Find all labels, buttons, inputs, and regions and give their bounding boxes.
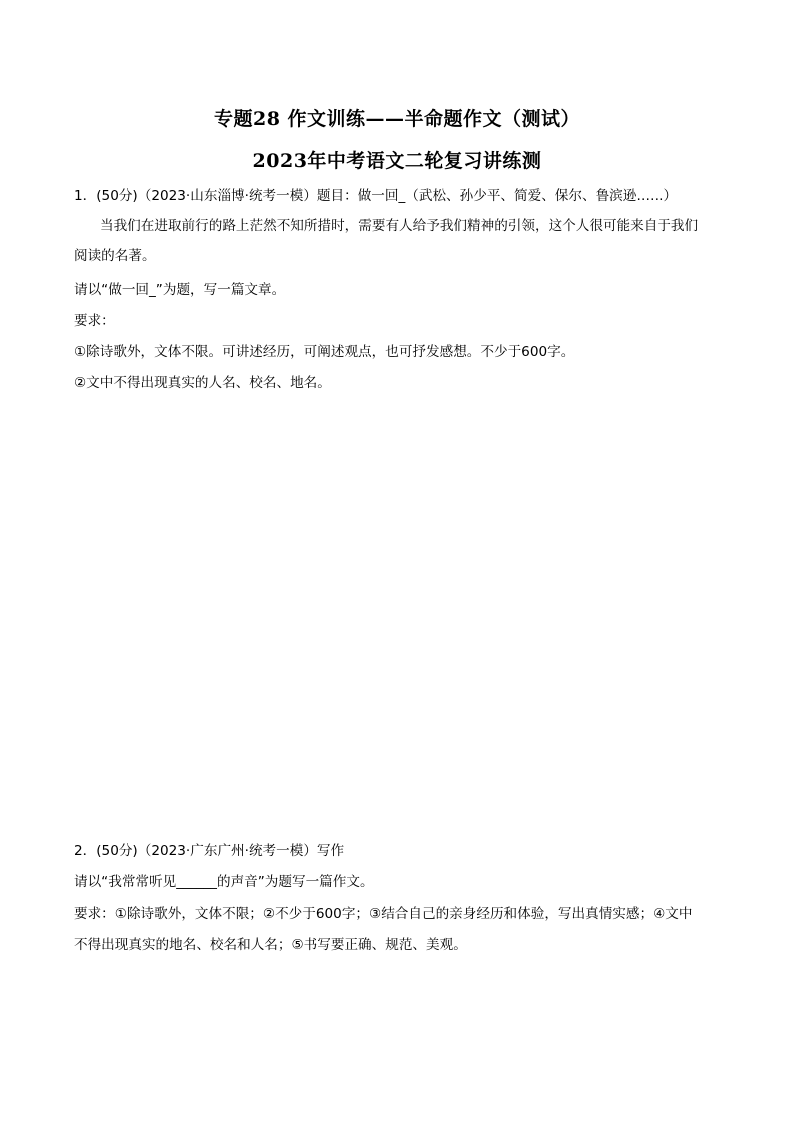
question-1-requirement-2: ②文中不得出现真实的人名、校名、地名。 — [74, 375, 331, 391]
question-1-header: 1．(50分)（2023·山东淄博·统考一模）题目：做一回_（武松、孙少平、简爱、保尔、鲁滨逊……） — [74, 188, 678, 204]
question-1-prompt-line-1: 当我们在进取前行的路上茫然不知所措时，需要有人给予我们精神的引领，这个人很可能来自于我们 — [100, 218, 699, 234]
document-subtitle: 2023年中考语文二轮复习讲练测 — [252, 150, 542, 172]
question-2-requirements-line-1: 要求：①除诗歌外，文体不限；②不少于600字；③结合自己的亲身经历和体验，写出真情实感；④文中 — [74, 906, 693, 922]
question-1-instruction: 请以“做一回_”为题，写一篇文章。 — [74, 282, 286, 298]
question-1-requirement-1: ①除诗歌外，文体不限。可讲述经历，可阐述观点，也可抒发感想。不少于600字。 — [74, 344, 575, 360]
question-2-instruction: 请以“我常常听见______的声音”为题写一篇作文。 — [74, 874, 374, 890]
question-1-prompt-line-2: 阅读的名著。 — [74, 248, 156, 264]
document-title: 专题28 作文训练——半命题作文（测试） — [213, 108, 581, 130]
question-1-requirements-label: 要求： — [74, 313, 115, 329]
question-2-requirements-line-2: 不得出现真实的地名、校名和人名；⑤书写要正确、规范、美观。 — [74, 937, 467, 953]
question-2-header: 2．(50分)（2023·广东广州·统考一模）写作 — [74, 843, 345, 859]
